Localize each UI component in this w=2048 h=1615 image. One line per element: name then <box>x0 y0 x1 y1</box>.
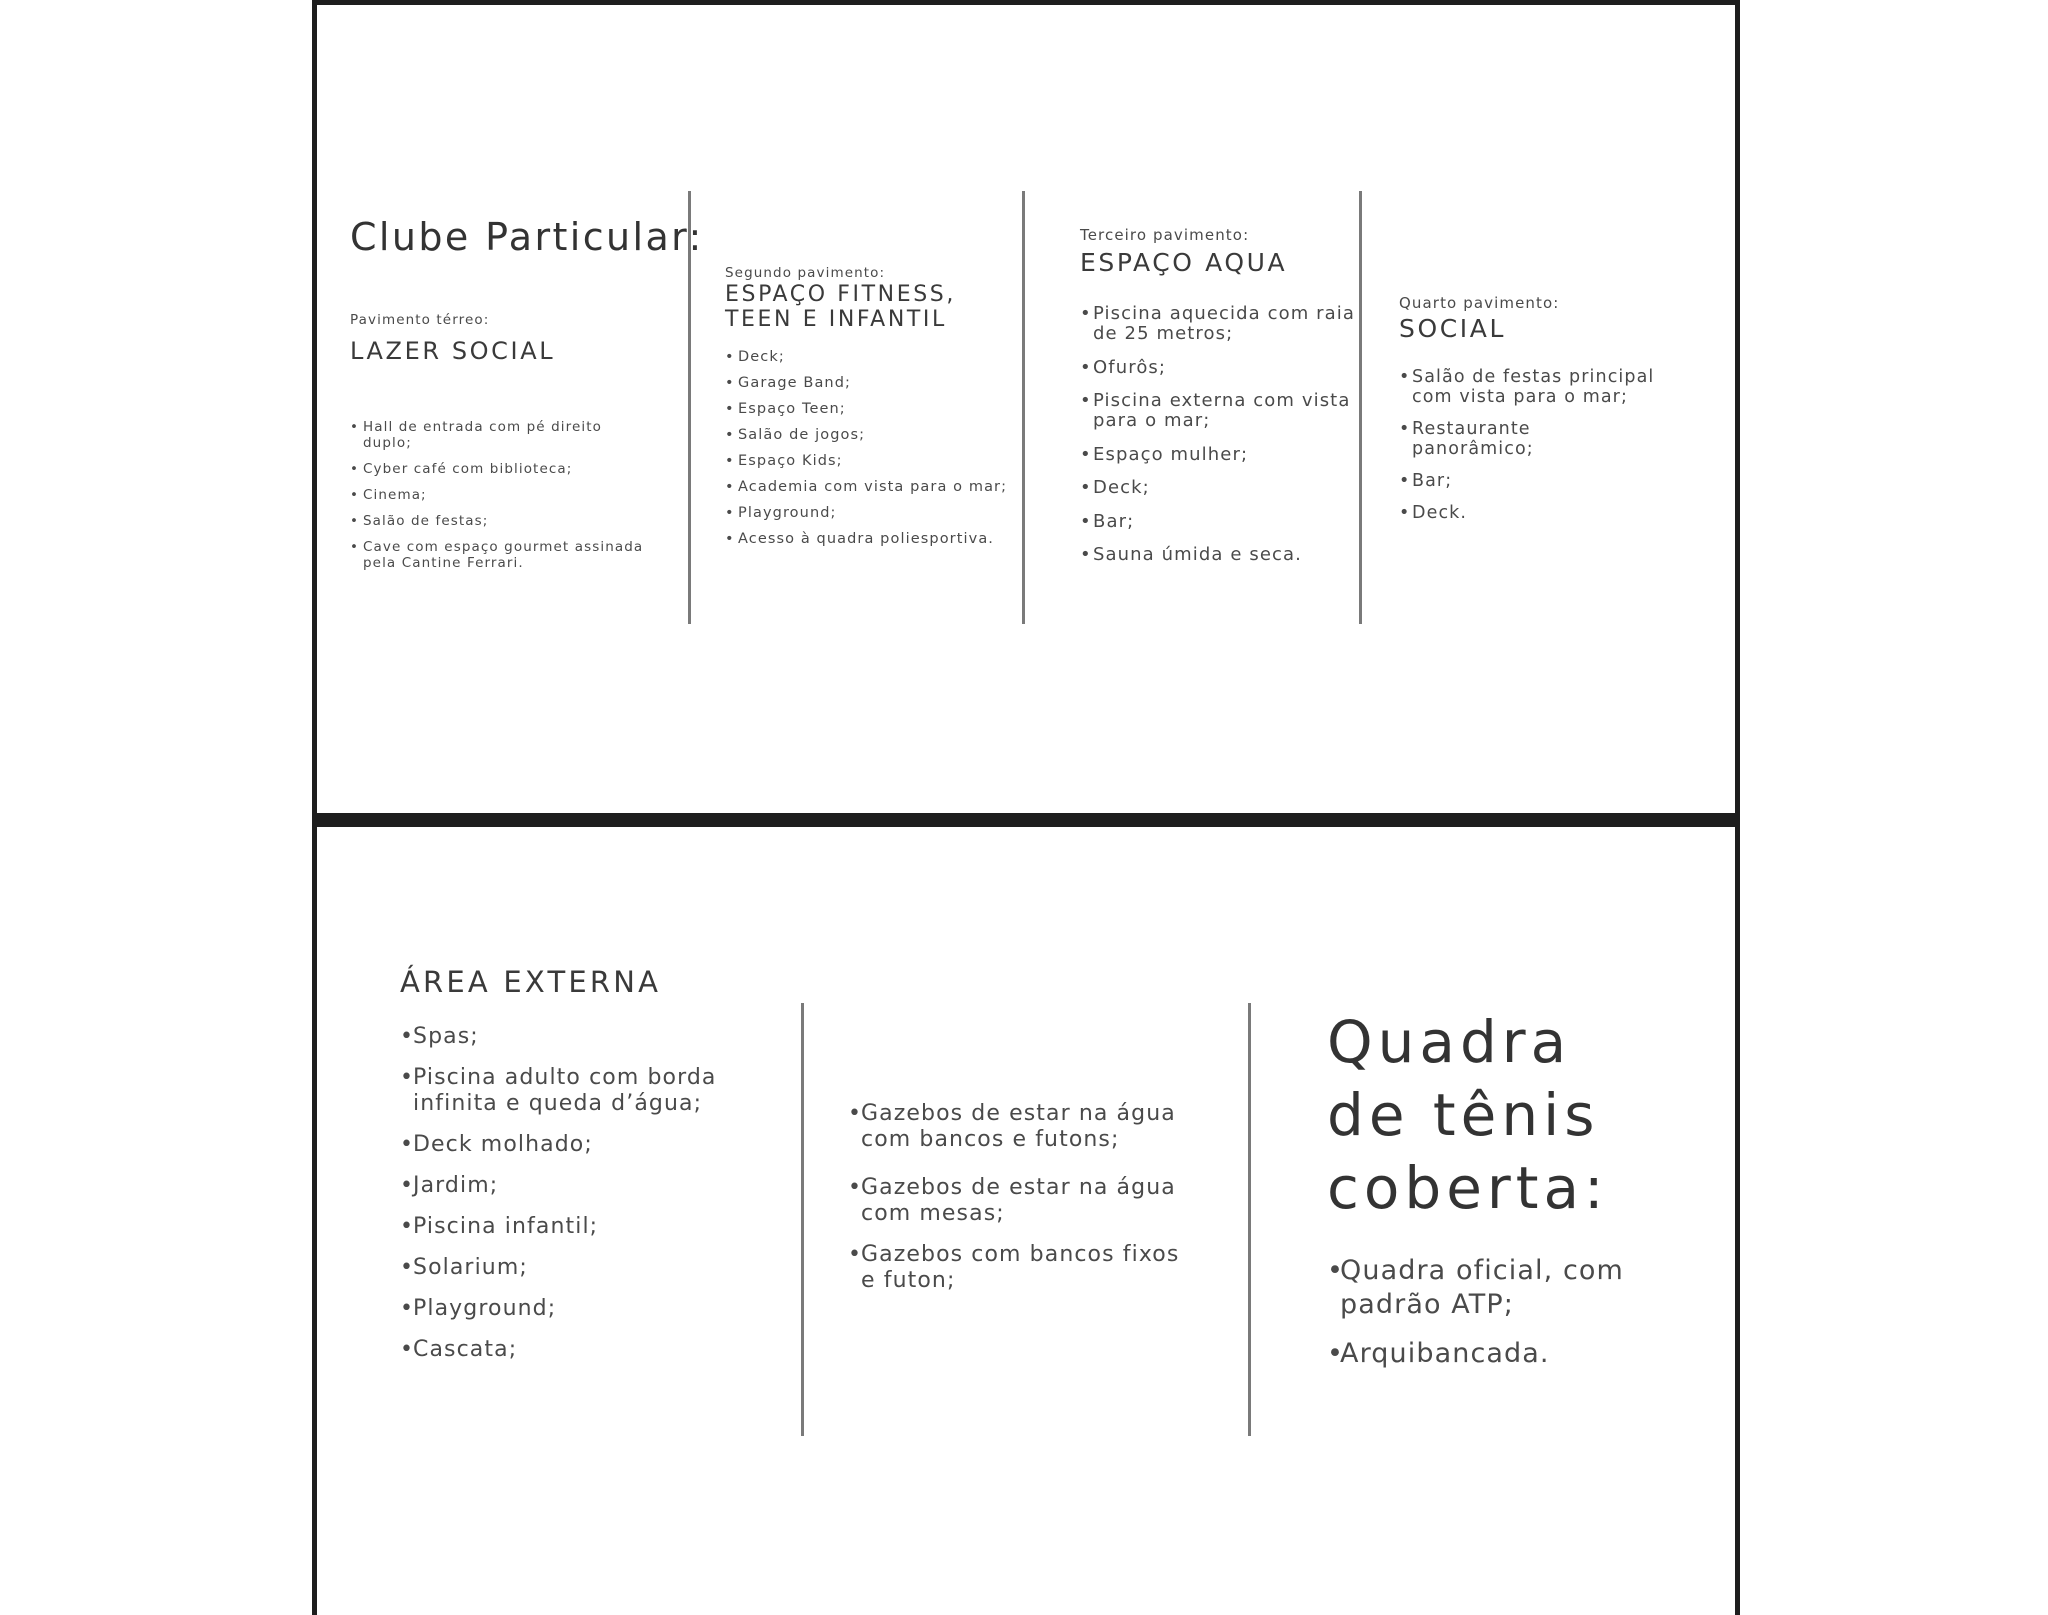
section-heading: ÁREA EXTERNA <box>400 965 662 999</box>
floor-label: Quarto pavimento: <box>1399 294 1560 312</box>
column-divider <box>1248 1003 1251 1436</box>
tennis-court-list <box>1327 1254 1647 1386</box>
list-item: • Salão de jogos; <box>725 426 1025 444</box>
list-item: • Deck; <box>725 348 1025 366</box>
list-item: • Deck. <box>1399 503 1659 523</box>
list-item: • Restaurante panorâmico; <box>1399 419 1659 459</box>
list-item: • Playground; <box>400 1296 760 1322</box>
floor-amenities-list <box>1080 304 1370 579</box>
floor-heading <box>725 282 956 332</box>
list-item: • Arquibancada. <box>1327 1337 1647 1371</box>
floor-heading: LAZER SOCIAL <box>350 337 556 365</box>
list-item: • Garage Band; <box>725 374 1025 392</box>
list-item: • Hall de entrada com pé direito duplo; <box>350 419 650 451</box>
floor-heading-line: ESPAÇO FITNESS, <box>725 282 956 307</box>
list-item: • Espaço Kids; <box>725 452 1025 470</box>
list-item: • Piscina adulto com borda infinita e queda d’água; <box>400 1065 760 1117</box>
list-item: • Gazebos com bancos fixos e futon; <box>848 1242 1188 1294</box>
bottom-panel <box>312 818 1740 1615</box>
list-item: • Jardim; <box>400 1173 760 1199</box>
list-item: • Bar; <box>1399 471 1659 491</box>
list-item: • Playground; <box>725 504 1025 522</box>
list-item: • Deck molhado; <box>400 1132 760 1158</box>
floor-amenities-list <box>1399 367 1659 535</box>
floor-label: Terceiro pavimento: <box>1080 226 1250 244</box>
floor-label: Pavimento térreo: <box>350 312 490 328</box>
list-item: • Gazebos de estar na água com mesas; <box>848 1175 1188 1227</box>
list-item: • Piscina externa com vista para o mar; <box>1080 391 1370 431</box>
top-panel <box>312 0 1740 818</box>
list-item: • Quadra oficial, com padrão ATP; <box>1327 1254 1647 1322</box>
floor-heading-line: TEEN E INFANTIL <box>725 307 947 332</box>
column-divider <box>801 1003 804 1436</box>
list-item: • Cave com espaço gourmet assinada pela Cantine Ferrari. <box>350 539 650 571</box>
list-item: • Academia com vista para o mar; <box>725 478 1025 496</box>
floor-heading: SOCIAL <box>1399 314 1507 343</box>
list-item: • Cinema; <box>350 487 650 503</box>
floor-amenities-list <box>725 348 1025 556</box>
tennis-court-title <box>1327 1006 1609 1225</box>
external-amenities-list <box>400 1024 760 1378</box>
list-item: • Bar; <box>1080 512 1370 532</box>
floor-label: Segundo pavimento: <box>725 265 886 281</box>
list-item: • Espaço Teen; <box>725 400 1025 418</box>
list-item: • Ofurôs; <box>1080 358 1370 378</box>
title-line: Quadra <box>1327 1008 1572 1076</box>
list-item: • Deck; <box>1080 478 1370 498</box>
floor-heading: ESPAÇO AQUA <box>1080 248 1288 277</box>
title-line: de tênis <box>1327 1081 1600 1149</box>
title-line: coberta: <box>1327 1154 1609 1222</box>
section-title: Clube Particular: <box>350 215 704 259</box>
list-item: • Acesso à quadra poliesportiva. <box>725 530 1025 548</box>
list-item: • Espaço mulher; <box>1080 445 1370 465</box>
list-item: • Spas; <box>400 1024 760 1050</box>
gazebos-list <box>848 1101 1188 1309</box>
list-item: • Piscina infantil; <box>400 1214 760 1240</box>
floor-amenities-list <box>350 419 650 581</box>
list-item: • Cyber café com biblioteca; <box>350 461 650 477</box>
list-item: • Sauna úmida e seca. <box>1080 545 1370 565</box>
list-item: • Salão de festas; <box>350 513 650 529</box>
list-item: • Gazebos de estar na água com bancos e futons; <box>848 1101 1188 1153</box>
list-item: • Cascata; <box>400 1337 760 1363</box>
list-item: • Solarium; <box>400 1255 760 1281</box>
list-item: • Salão de festas principal com vista para o mar; <box>1399 367 1659 407</box>
list-item: • Piscina aquecida com raia de 25 metros; <box>1080 304 1370 344</box>
